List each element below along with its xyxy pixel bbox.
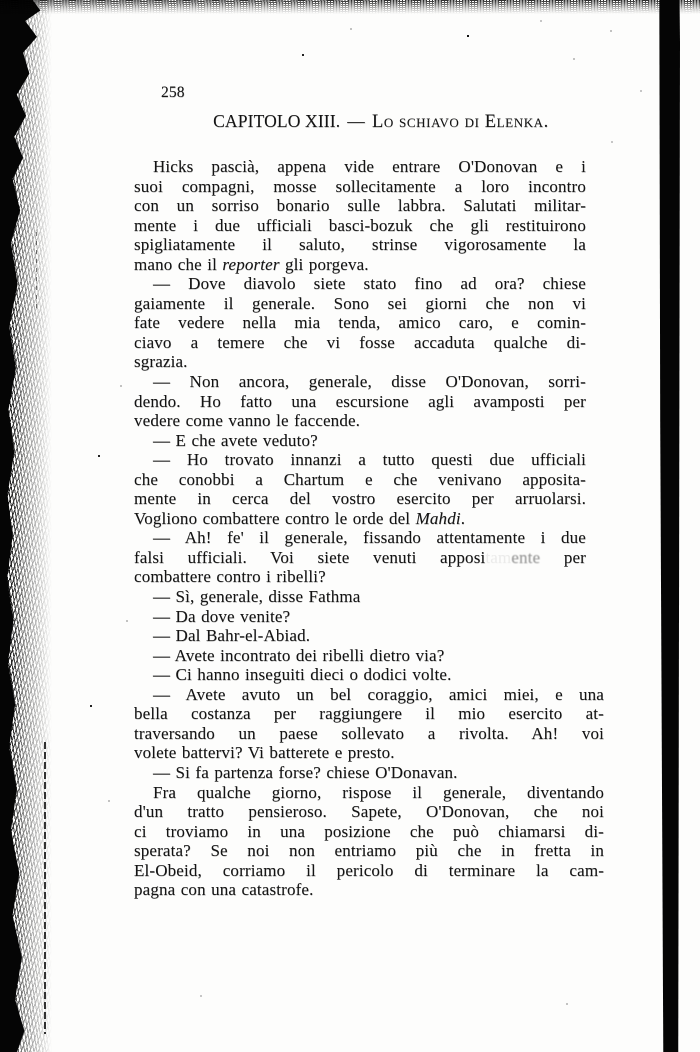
chapter-subtitle: Lo schiavo di Elenka. (371, 112, 549, 132)
scan-edge-right-bar (658, 0, 680, 1052)
paragraph (134, 685, 604, 763)
text-line (134, 880, 604, 900)
text-line (134, 783, 604, 803)
paragraph (134, 528, 586, 587)
text-segment: — Ci hanno inseguiti dieci o dodici volte. (153, 665, 452, 685)
text-line (134, 587, 586, 607)
text-line (134, 822, 604, 842)
text-segment: gaiamente il generale. Sono sei giorni che non vi (134, 293, 586, 313)
text-line (134, 528, 586, 548)
text-line (134, 743, 604, 763)
text-segment: mente in cerca del vostro esercito per arruolarsi. (134, 489, 586, 509)
text-line (134, 235, 586, 255)
text-line (134, 704, 604, 724)
text-segment: — Da dove venite? (153, 606, 291, 626)
text-line (134, 352, 586, 372)
text-segment: pagna con una catastrofe. (134, 880, 314, 900)
chapter-title (134, 111, 586, 133)
paragraph (134, 431, 586, 451)
paragraph (134, 665, 586, 685)
text-line (134, 685, 604, 705)
page-number: 258 (161, 84, 185, 101)
text-line (134, 607, 586, 627)
paragraph (134, 626, 586, 646)
text-segment: tam (485, 547, 512, 567)
text-line (134, 841, 604, 861)
text-line (134, 861, 604, 881)
text-segment: che conobbi a Chartum e che venivano apposita- (134, 469, 586, 489)
text-segment: dendo. Ho fatto una escursione agli avamposti per (134, 391, 586, 411)
text-segment: mano che il (134, 254, 223, 274)
paragraph (134, 450, 586, 528)
text-line (134, 431, 586, 451)
text-line (134, 196, 586, 216)
paragraph (134, 646, 586, 666)
scan-edge-top-speckle (0, 0, 700, 14)
text-line (134, 763, 604, 783)
text-segment: vedere come vanno le faccende. (134, 411, 361, 431)
text-line (134, 470, 586, 490)
text-line (134, 489, 586, 509)
scan-artifact-line-short (36, 232, 37, 308)
text-segment: Fra qualche giorno, rispose il generale, diventando (153, 782, 604, 802)
text-segment: — Dal Bahr-el-Abiad. (153, 626, 311, 646)
text-segment: bella costanza per raggiungere il mio esercito at- (134, 704, 604, 724)
text-segment: mente i due ufficiali basci-bozuk che gli restituirono (134, 215, 586, 235)
text-segment: suoi compagni, mosse sollecitamente a loro incontro (134, 176, 586, 196)
text-segment: — Ah! fe' il generale, fissando attentamente i due (153, 528, 586, 548)
paragraph (134, 274, 586, 372)
body-text (134, 157, 604, 900)
text-segment: — Avete avuto un bel coraggio, amici miei, e una (153, 684, 604, 704)
text-segment: falsi ufficiali. Voi siete venuti apposi (134, 547, 486, 567)
text-segment: Hicks pascià, appena vide entrare O'Donovan e i (153, 157, 586, 176)
text-segment: sgrazia. (134, 352, 188, 372)
text-segment: . (460, 508, 466, 528)
text-line (134, 313, 586, 333)
text-segment: con un sorriso bonario sulle labbra. Salutati militar- (134, 196, 586, 216)
text-line (134, 665, 586, 685)
text-line (134, 294, 586, 314)
text-line (134, 216, 586, 236)
italic-word: Mahdi (415, 508, 461, 528)
text-line (134, 177, 586, 197)
text-segment: Vogliono combattere contro le orde del (134, 508, 416, 528)
paragraph (134, 587, 586, 607)
text-segment: d'un tratto pensieroso. Sapete, O'Donovan, che noi (134, 802, 604, 822)
scan-noise-specks (0, 0, 2, 2)
text-segment: — E che avete veduto? (153, 430, 318, 450)
text-segment: — Dove diavolo siete stato fino ad ora? chiese (153, 274, 586, 294)
text-segment: fate vedere nella mia tenda, amico caro, e comin- (134, 313, 586, 333)
text-segment: volete battervi? Vi batterete e presto. (134, 743, 395, 763)
text-segment: ciavo a temere che vi fosse accaduta qualche di- (134, 332, 586, 352)
text-line (134, 333, 586, 353)
text-segment: combattere contro i ribelli? (134, 567, 326, 587)
text-line (134, 411, 586, 431)
scan-artifact-line (44, 742, 46, 1034)
text-line (134, 392, 586, 412)
text-segment: per (540, 547, 586, 567)
text-segment: — Ho trovato innanzi a tutto questi due ufficiali (153, 450, 586, 470)
text-segment: spigliatamente il saluto, strinse vigorosamente la (134, 235, 586, 255)
text-line (134, 372, 586, 392)
text-segment: ci troviamo in una posizione che può chiamarsi di- (134, 821, 604, 841)
text-segment: sperata? Se noi non entriamo più che in fretta in (134, 841, 604, 861)
text-segment: El-Obeid, corriamo il pericolo di terminare la cam- (134, 860, 604, 880)
text-line (134, 802, 604, 822)
text-segment: — Non ancora, generale, disse O'Donovan, sorri- (153, 372, 586, 392)
paragraph (134, 157, 586, 274)
paragraph (134, 372, 586, 431)
text-line (134, 509, 586, 529)
text-line (134, 255, 586, 275)
text-segment: gli porgeva. (279, 254, 369, 274)
text-segment: ente (511, 547, 541, 567)
paragraph (134, 763, 604, 783)
title-dash: — (347, 111, 365, 131)
paragraph (134, 783, 604, 900)
text-line (134, 548, 586, 568)
text-line (134, 626, 586, 646)
text-line (134, 646, 586, 666)
text-block (134, 84, 604, 900)
text-segment: — Si fa partenza forse? chiese O'Donavan. (153, 762, 458, 782)
text-line (134, 274, 586, 294)
text-segment: traversando un paese sollevato a rivolta. Ah! voi (134, 723, 604, 743)
text-line (134, 567, 586, 587)
paragraph (134, 607, 586, 627)
text-line (134, 450, 586, 470)
text-segment: — Avete incontrato dei ribelli dietro via? (153, 645, 445, 665)
italic-word: reporter (222, 254, 280, 274)
text-line (134, 157, 586, 177)
text-line (134, 724, 604, 744)
chapter-number: CAPITOLO XIII. (213, 111, 341, 131)
text-segment: — Sì, generale, disse Fathma (153, 587, 361, 607)
